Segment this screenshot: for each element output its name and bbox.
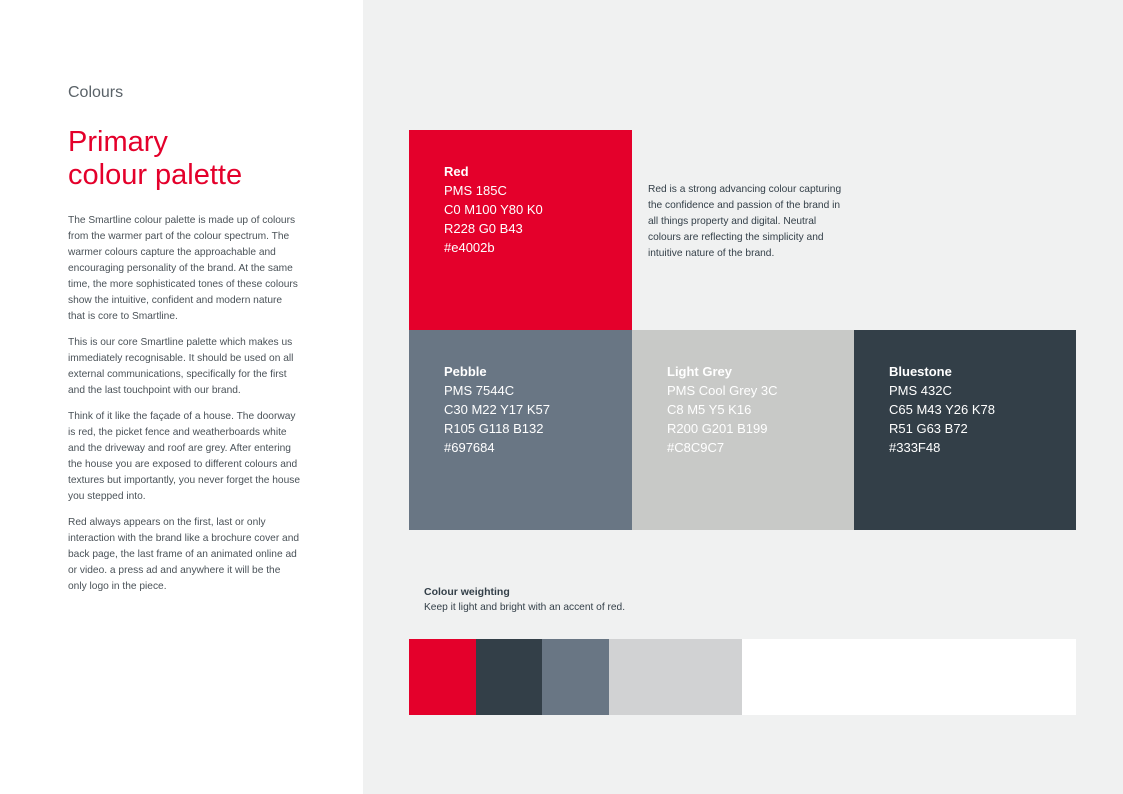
colour-weighting-subtitle: Keep it light and bright with an accent of red.: [424, 602, 626, 613]
left-panel: [0, 0, 363, 794]
swatch-red: [409, 130, 632, 330]
swatch-name: Red: [444, 164, 469, 179]
paragraph-intro: The Smartline colour palette is made up of colours from the warmer part of the colour spectrum. The warmer colours capture the approachable and encouraging personality of the brand. At the same time, the more sophisticated tones of these colours show the intuitive, confident and modern nature that is core to Smartline.: [68, 215, 298, 322]
body-text: [68, 213, 300, 605]
page-title-line-1: Primary: [68, 126, 168, 158]
swatch-pebble: [409, 330, 632, 530]
paragraph-house-analogy: Think of it like the façade of a house. The doorway is red, the picket fence and weatherboards white and the driveway and roof are grey. After entering the house you are exposed to different colours and textures but importantly, you never forget the house you stepped into.: [68, 411, 300, 502]
paragraph-red-usage: Red always appears on the first, last or only interaction with the brand like a brochure cover and back page, the last frame of an animated online ad or video. a press ad and anywhere it will be the only logo in the piece.: [68, 517, 300, 592]
swatch-pms: PMS 185C: [444, 183, 507, 198]
swatch-pms: PMS Cool Grey 3C: [667, 383, 778, 398]
colour-weighting-bar: [409, 639, 1076, 715]
red-description: Red is a strong advancing colour capturing the confidence and passion of the brand in all things property and digital. Neutral colours are reflecting the simplicity and intuitive nature of the brand.: [648, 184, 842, 259]
swatch-rgb: R228 G0 B43: [444, 221, 523, 236]
weighting-segment: [542, 639, 609, 715]
swatch-light-grey: [632, 330, 854, 530]
swatch-cmyk: C30 M22 Y17 K57: [444, 402, 550, 417]
swatch-rgb: R51 G63 B72: [889, 421, 968, 436]
swatch-rgb: R200 G201 B199: [667, 421, 768, 436]
weighting-segment: [476, 639, 543, 715]
colour-weighting-title: Colour weighting: [424, 586, 510, 598]
swatch-hex: #e4002b: [444, 240, 495, 255]
page-title-line-2: colour palette: [68, 159, 243, 191]
paragraph-core-palette: This is our core Smartline palette which makes us immediately recognisable. It should be used on all external communications, specifically for the first and the last touchpoint with our brand.: [68, 337, 294, 396]
swatch-name: Pebble: [444, 364, 487, 379]
swatch-rgb: R105 G118 B132: [444, 421, 544, 436]
swatch-bluestone: [854, 330, 1076, 530]
swatch-hex: #697684: [444, 440, 495, 455]
swatch-name: Bluestone: [889, 364, 952, 379]
swatch-pms: PMS 432C: [889, 383, 952, 398]
swatch-cmyk: C8 M5 Y5 K16: [667, 402, 752, 417]
section-label: Colours: [68, 84, 124, 101]
swatch-cmyk: C0 M100 Y80 K0: [444, 202, 543, 217]
swatch-cmyk: C65 M43 Y26 K78: [889, 402, 995, 417]
weighting-segment: [742, 639, 1076, 715]
swatch-hex: #C8C9C7: [667, 440, 725, 455]
weighting-segment: [609, 639, 742, 715]
swatch-pms: PMS 7544C: [444, 383, 515, 398]
swatch-hex: #333F48: [889, 440, 941, 455]
swatch-name: Light Grey: [667, 364, 733, 379]
weighting-segment: [409, 639, 476, 715]
page-title: [68, 126, 242, 192]
